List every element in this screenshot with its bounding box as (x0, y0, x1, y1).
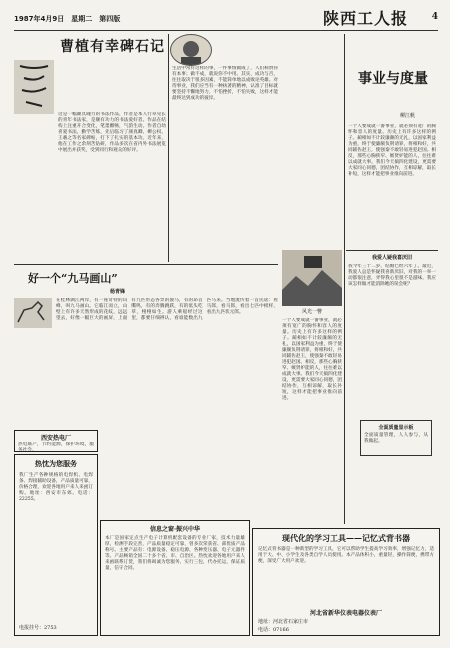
short-article-title: 我爱人疑我喜厌旧 (371, 255, 412, 261)
horse-icon (14, 298, 52, 328)
ad-center-body: 本厂是国家定点生产电子计算机配套设备的专业厂家，技术力量雄厚，检测手段完善，产品质量稳定可靠，曾多次荣获省、部优质产品称号。主要产品有：电源设备、稳压电源、各种变压器、电子元器件等。产品畅销全国二十多个省、市、自治区。热忱欢迎各地用户来人来函联系订货，我们将竭诚为您服务，实行三包，代办托运，保证质量，信守合同。 (105, 536, 245, 571)
ad-right-bottom (252, 528, 440, 636)
short-article-body: 我今年三十二岁，结婚已经六年了。最近，我爱人总是怀疑我喜新厌旧，对我的一举一动都很注意，弄得我心里很不是滋味。我应该怎样做才能消除她的误会呢？ (348, 264, 436, 287)
ad-right-title: 现代化的学习工具——记忆式背书器 (282, 533, 410, 543)
horse-illustration (14, 298, 52, 328)
feature-title: 事业与度量 (358, 71, 428, 87)
art-article-title: 曹植有幸碑石记 (60, 39, 165, 55)
ad-right-company: 河北省新华仪表电器仪表厂 (309, 610, 382, 617)
ad-right-phone: 电话：07166 (258, 627, 289, 633)
quality-box (360, 420, 432, 456)
horse-article-title: 好一个“九马画山” (28, 272, 118, 285)
ad-left-bottom (14, 454, 98, 636)
ad-center-title: 信息之窗·振兴中华 (149, 526, 201, 533)
portrait-icon (171, 35, 211, 65)
horse-article-body: 在桂林漓江两岸，有一座奇特的山峰，叫九马画山。它临江而立，山壁上有许多天然形成的花纹，远远望去，好像一幅巨大的画屏，上面有九匹形态各异的骏马，有的昂首嘶鸣，有的奔腾跳跃，有的低头吃草，栩栩如生。游人乘船经过这里，都要仔细辨认，看谁能数出九匹马来。当地流传着一首民谣：看马郎，看马郎，看出七匹中榜样，看出九匹状元郎。 (56, 298, 278, 321)
landscape-icon (282, 250, 342, 306)
quality-box-body: 全面质量管理，人人参与，从我做起。 (364, 433, 428, 444)
essay-column-body: 生活中常有这样的事，一件事情做成了，人们称赞你有本事；做不成，就说你不中用。其实，成功与否，往往取决于很多因素，不能简单地以成败论英雄。对待事业，我们应当有一种执著的精神，认准了目标就要坚持不懈地努力，不怕挫折，不怕失败，这样才能最终达到成功的彼岸。 (172, 66, 278, 101)
calligraphy-icon (14, 60, 54, 114)
ad-right-body: 记忆式背书器是一种新型的学习工具，它可以帮助学生提高学习效率，增强记忆力，适用于大、中、小学生及各类自学人员使用。本产品体积小，重量轻，操作简便，携带方便，深受广大用户欢迎。 (258, 547, 434, 564)
feature-byline: 柳江帆 (400, 113, 416, 119)
landscape-photo (282, 250, 342, 306)
ad-left-top-body: 热电联产，节约能源，保护环境，服务社会。 (18, 442, 94, 453)
photo-caption: 风光一瞥 (301, 309, 322, 315)
column-divider (168, 34, 169, 262)
feature-body: 一个人要成就一番事业，就必须有宽广的胸怀和容人的度量。历史上有许多这样的例子。蔺相如不计较廉颇的无礼，以国家利益为重，终于使廉颇负荆请罪，将相和好，共同辅佐赵王，使强秦不敢轻易进犯赵国。相反，那些心胸狭窄、嫉贤妒能的人，往往难以成就大事。我们今天搞四化建设，更需要大家同心同德，团结协作，互相谅解，取长补短，这样才能把事业推向前进。 (348, 124, 436, 177)
feature-body-continued: 一个人要成就一番事业，就必须有宽广的胸怀和容人的度量。历史上有许多这样的例子。蔺相如不计较廉颇的无礼，以国家利益为重，终于使廉颇负荆请罪，将相和好，共同辅佐赵王，使强秦不敢轻易进犯赵国。相反，那些心胸狭窄、嫉贤妒能的人，往往难以成就大事。我们今天搞四化建设，更需要大家同心同德，团结协作，互相谅解，取长补短，这样才能把事业推向前进。 (282, 318, 342, 401)
horse-article-byline: 杨青锋 (110, 289, 126, 295)
section-rule (346, 250, 438, 251)
ad-left-bottom-body: 我厂生产各种规格的电焊机、电焊条、焊接辅助设备，产品质量可靠，价格合理，欢迎各地用户来人来函订购。地址：西安市东郊。电话：22255。 (19, 473, 93, 502)
issue-date: 1987年4月9日 星期二 第四版 (14, 15, 121, 23)
masthead (14, 6, 438, 28)
ad-left-top-title: 西安热电厂 (40, 435, 71, 442)
header-rule (14, 30, 438, 31)
ad-left-bottom-title: 热忱为您服务 (35, 459, 77, 468)
quality-box-title: 全面质量显示板 (378, 425, 414, 431)
page-number: 4 (431, 12, 438, 22)
ad-left-bottom-phone: 电报挂号：2753 (19, 625, 57, 631)
calligraphy-illustration (14, 60, 54, 114)
portrait-illustration (170, 34, 212, 66)
ad-right-address: 地址：河北省石家庄市 (258, 619, 309, 625)
art-article-body: 这是一幅颇具魄力的书法作品，作者是本人行草见长的青年书法家，是颇有功力的书法爱好者。作品在结构上注重开合变化，笔墨酣畅，气韵生动。作者自幼喜爱书法，勤学苦练，先后临习了颜真卿、柳公权、王羲之等名家碑帖，打下了扎实的基本功。近年来，他在工作之余刻苦钻研，作品多次在省内外书法展览中展出并获奖，受到同行和观众的好评。 (58, 112, 166, 153)
section-rule (14, 264, 278, 265)
ad-left-top (14, 430, 98, 452)
paper-name: 陕西工人报 (322, 9, 408, 28)
ad-center-bottom (100, 520, 250, 636)
column-divider (344, 34, 345, 524)
